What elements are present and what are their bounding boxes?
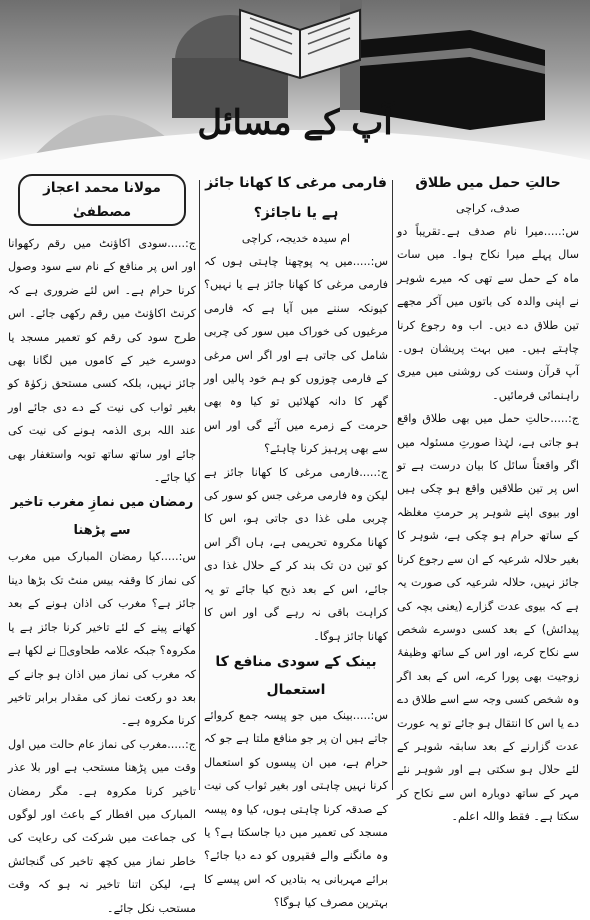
answer-text: ج:.....مغرب کی نماز عام حالت میں اول وقت میں پڑھنا مستحب ہے اور بلا عذر تاخیر کرنا مکروہ ہے۔ مگر رمضان المبارک میں افطار کے باعث اور لوگوں کی جماعت میں شرکت کی رعایت کی خاطر نماز میں کچھ تاخیر کی گنجائش ہے، لیکن اتنا تاخیر نہ ہو کہ وقت مستحب نکل جائے۔: [8, 737, 196, 915]
column-middle: [204, 160, 388, 910]
question-text: س:.....میرا نام صدف ہے۔تقریباً دو سال پہلے میرا نکاح ہوا۔ میں سات ماہ کے حمل سے تھی کہ میرے شوہر نے اپنی والدہ کی باتوں میں آکر مجھے تین طلاق دے دیں۔ اب وہ رجوع کرنا چاہتے ہیں۔ میں بہت پریشان ہوں۔ آپ قرآن وسنت کی روشنی میں میری راہنمائی فرمائیں۔: [397, 225, 579, 402]
asker-name: صدف، کراچی: [456, 202, 520, 215]
question-title: بینک کے سودی منافع کا استعمال: [215, 653, 377, 698]
author-name: مولانا محمد اعجاز مصطفیٰ: [18, 174, 186, 226]
answer-text: ج:.....فارمی مرغی کا کھانا جائز ہے لیکن وہ فارمی مرغی جس کو سور کی چربی ملی غذا دی جاتی ہو، اس کا کھانا مکروہ تحریمی ہے، ہاں اگر اس کو تین دن تک بند کر کے حلال غذا دی جائے، اس کے بعد ذبح کیا جائے تو یہ کراہت باقی نہ رہے گی اور اس کا کھانا جائز ہوگا۔: [204, 465, 388, 643]
question-text: س:.....میں یہ پوچھنا چاہتی ہوں کہ فارمی مرغی کا کھانا جائز ہے یا نہیں؟ کیونکہ سننے میں آیا ہے کہ فارمی مرغیوں کی خوراک میں سور کی چربی شامل کی جاتی ہے اور اگر اس مرغی کے فارمی چوزوں کو ہم خود پالیں اور گھر کا دانہ کھلائیں تو کیا وہ بھی حرمت کے زمرے میں آئے گی اور اس سے بھی پرہیز کرنا چاہئے؟: [204, 255, 388, 456]
question-title: حالتِ حمل میں طلاق: [415, 175, 561, 191]
column-divider: [392, 180, 393, 790]
question-title: فارمی مرغی کا کھانا جائز ہے یا ناجائز؟: [205, 175, 387, 221]
question-title: رمضان میں نمازِ مغرب تاخیر سے پڑھنا: [10, 495, 194, 539]
question-text: س:.....کیا رمضان المبارک میں مغرب کی نماز کا وقفہ بیس منٹ تک بڑھا دینا جائز ہے؟ مغرب کی اذان ہونے کے بعد کھانے پینے کے لئے تاخیر کرنا جائز ہے یا مکروہ؟ جبکہ علامہ طحاویؒ نے لکھا ہے کہ مغرب کی نماز میں اذان ہو جانے کے بعد دو رکعت نماز کی مقدار برابر تاخیر کرنا مکروہ ہے۔: [8, 550, 196, 728]
column-left: [8, 160, 196, 915]
answer-text: ج:.....سودی اکاؤنٹ میں رقم رکھوانا اور اس پر منافع کے نام سے سود وصول کرنا حرام ہے۔ اس لئے ضروری ہے کہ کرنٹ اکاؤنٹ میں رقم رکھی جائے۔ اس طرح سود کی رقم کو تعمیر مسجد یا دوسرے خیر کے کاموں میں لگانا بھی جائز نہیں، بلکہ کسی مستحق زکوٰۃ کو بغیر ثواب کی نیت کے دے دی جائے اور عند اللہ بری الذمہ ہونے کی نیت کی جائے اور ساتھ ساتھ توبہ واستغفار بھی کیا جائے۔: [8, 237, 196, 485]
column-divider: [199, 180, 200, 790]
answer-text: ج:.....حالتِ حمل میں بھی طلاق واقع ہو جاتی ہے، لہٰذا صورتِ مسئولہ میں اگر واقعتاً سائل کا بیان درست ہے تو اس پر تین طلاقیں واقع ہو چکی ہیں اور بیوی اپنے شوہر پر حرمتِ مغلظہ کے ساتھ حرام ہو چکی ہے، شوہر کا بغیر حلالہ شرعیہ کے ان سے رجوع کرنا جائز نہیں، حلالہ شرعیہ کی صورت یہ ہے کہ بیوی عدت گزارے (یعنی بچہ کی پیدائش) کے بعد کسی دوسرے شخص سے نکاح کرے، اور اس کے ساتھ وظیفۂ زوجیت بھی پورا کرے، اس کے بعد اگر وہ شخص کسی وجہ سے اسے طلاق دے دے یا اس کا انتقال ہو جائے تو یہ عورت عدت گزارنے کے بعد سابقہ شوہر کے لئے حلال ہو سکتی ہے اور شوہر نئے مہر کے ساتھ دوبارہ اس سے نکاح کر سکتا ہے۔ فقط واللہ اعلم۔: [397, 412, 579, 824]
header-banner: [0, 0, 590, 160]
asker-name: ام سیدہ خدیجہ، کراچی: [241, 232, 351, 245]
column-right: [397, 160, 579, 824]
question-text: س:.....بینک میں جو پیسہ جمع کروائے جاتے ہیں ان پر جو منافع ملتا ہے جو کہ حرام ہے، میں ان پیسوں کو استعمال کرنا نہیں چاہتی اور بغیر ثواب کی نیت کے صدقہ کرنا چاہتی ہوں، کیا وہ پیسہ مسجد کی تعمیر میں دیا جاسکتا ہے؟ یا وہ مانگنے والے فقیروں کو دے دیا جائے؟ برائے مہربانی یہ بتادیں کہ اس پیسے کا بہترین مصرف کیا ہوگا؟: [204, 708, 388, 910]
page-title: آپ کے مسائل: [197, 102, 393, 143]
